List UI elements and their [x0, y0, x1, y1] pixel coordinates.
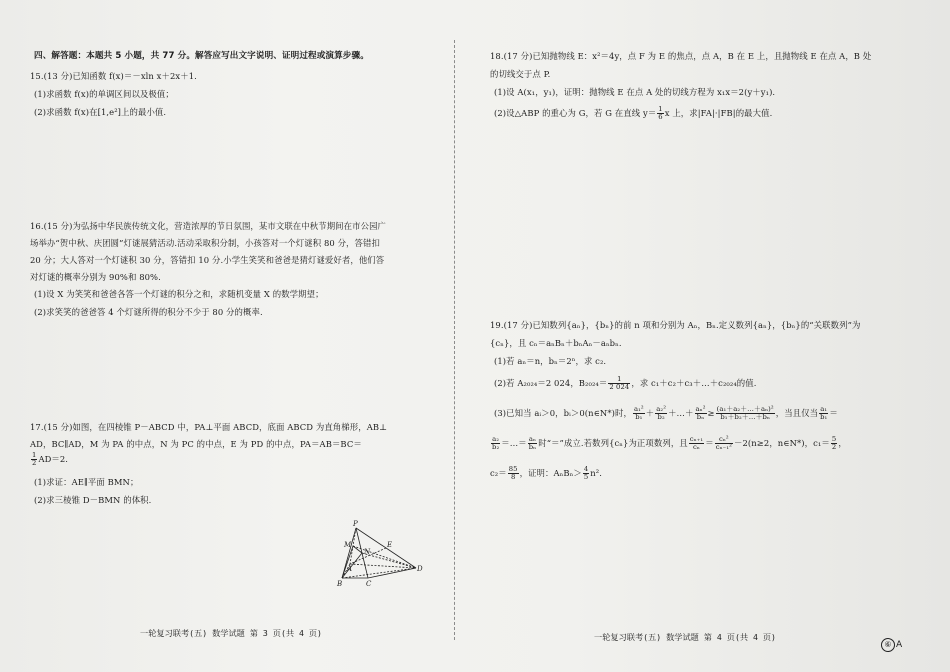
label-b: B	[337, 580, 343, 588]
q16-line1: 16.(15 分)为弘扬中华民族传统文化，营造浓厚的节日氛围，某市文联在中秋节期间在市公园广	[30, 221, 387, 231]
q18-part1: (1)设 A(x₁，y₁)，证明：抛物线 E 在点 A 处的切线方程为 x₁x＝2(y＋y₁).	[494, 87, 776, 97]
label-e: E	[387, 541, 393, 549]
q16-line4: 对灯谜的概率分别为 90%和 80%.	[30, 272, 161, 282]
q17-line3: $\frac{1}{2}$ AD＝2.	[32, 451, 69, 467]
label-d: D	[417, 565, 423, 573]
q18-line2: 的切线交于点 P.	[490, 69, 551, 79]
pyramid-figure	[328, 518, 428, 592]
label-m: M	[344, 541, 352, 549]
q19-line5: c₂＝ $\frac{85}{8}$ ，证明：AₙBₙ＞ $\frac{4}{5}$ n².	[490, 465, 602, 481]
q19-part3: (3)已知当 aᵢ＞0，bᵢ＞0(n∈N*)时， $\frac{\text{a₁²}}{\text{b₁}}$ ＋ $\frac{\text{a₂²}}{\text{b₂}}$ ＋…＋ $\frac{\text{aₙ²}}{\text{bₙ}}$ ≥ $\frac{\text{(a₁＋a₂＋…＋aₙ)²}}{\text{b₁＋b₂＋…＋bₙ}}$ ，当且仅当 $\frac{\text{a₁}}{\text{b₁}}$ ＝	[494, 405, 838, 421]
q17-line1: 17.(15 分)如图，在四棱锥 P－ABCD 中，PA⊥平面 ABCD，底面 ABCD 为直角梯形，AB⊥	[30, 422, 388, 432]
label-c: C	[366, 580, 372, 588]
q15-part2: (2)求函数 f(x)在[1,e²]上的最小值.	[34, 107, 167, 117]
q17-part2: (2)求三棱锥 D－BMN 的体积.	[34, 495, 152, 505]
q19-line4: $\frac{\text{a₂}}{\text{b₂}}$ ＝…＝ $\frac{\text{aₙ}}{\text{bₙ}}$ 时“＝”成立.若数列{cₙ}为正项数列，且 $\frac{\text{cₙ₊₁}}{\text{cₙ}}$ ＝ $\frac{\text{cₙ²}}{\text{cₙ₋₁²}}$ －2(n≥2，n∈N*)，c₁＝ $\frac{5}{2}$ ，	[492, 435, 847, 451]
edge-cd	[368, 568, 416, 578]
q18-line1: 18.(17 分)已知抛物线 E：x²＝4y，点 F 为 E 的焦点，点 A，B 在 E 上，且抛物线 E 在点 A，B 处	[490, 51, 872, 61]
q16-part2: (2)求笑笑的爸爸答 4 个灯谜所得的积分不少于 80 分的概率.	[34, 307, 263, 317]
section-header: 四、解答题：本题共 5 小题，共 77 分。解答应写出文字说明、证明过程或演算步骤。	[34, 51, 369, 61]
q18-part2: (2)设△ABP 的重心为 G，若 G 在直线 y＝ $\frac{1}{6}$ x 上，求|FA|·|FB|的最大值.	[494, 105, 773, 121]
label-a: A	[347, 565, 353, 573]
q15-stem: 15.(13 分)已知函数 f(x)＝－xln x＋2x＋1.	[30, 71, 197, 81]
q17-fraction: $\frac{1}{2}$	[32, 451, 37, 467]
q19-line1: 19.(17 分)已知数列{aₙ}，{bₙ}的前 n 项和分别为 Aₙ，Bₙ.定义数列{aₙ}，{bₙ}的“关联数列”为	[490, 320, 861, 330]
q17-part1: (1)求证：AE∥平面 BMN；	[34, 477, 139, 487]
segment-mb	[342, 546, 353, 578]
q16-line3: 20 分；大人答对一个灯谜积 30 分，答错扣 10 分.小学生笑笑和爸爸是猜灯谜爱好者，他们答	[30, 255, 385, 265]
right-footer: 一轮复习联考(五) 数学试题 第 4 页(共 4 页)	[594, 632, 776, 642]
q15-part1: (1)求函数 f(x)的单调区间以及极值；	[34, 89, 174, 99]
label-n: N	[364, 548, 371, 556]
q19-line2: {cₙ}，且 cₙ＝aₙBₙ＋bₙAₙ－aₙbₙ.	[490, 338, 622, 348]
q16-line2: 场举办“贺中秋、庆团圆”灯谜展猜活动.活动采取积分制，小孩答对一个灯谜积 80 分，答错扣	[30, 238, 380, 248]
stamp-letter: A	[896, 640, 903, 650]
corner-stamp	[881, 638, 902, 652]
segment-bd	[342, 568, 416, 578]
q17-line2: AD，BC∥AD，M 为 PA 的中点，N 为 PC 的中点，E 为 PD 的中点，PA＝AB＝BC＝	[30, 439, 362, 449]
left-footer: 一轮复习联考(五) 数学试题 第 3 页(共 4 页)	[140, 628, 322, 638]
page-divider	[454, 40, 455, 640]
label-p: P	[353, 520, 358, 528]
q16-part1: (1)设 X 为笑笑和爸爸各答一个灯谜的积分之和，求随机变量 X 的数学期望；	[34, 289, 324, 299]
q19-part2: (2)若 A₂₀₂₄＝2 024，B₂₀₂₄＝ $\frac{1}{2 024}$ ，求 c₁＋c₂＋c₃＋…＋c₂₀₂₄的值.	[494, 375, 757, 391]
q19-part1: (1)若 aₙ＝n，bₙ＝2ⁿ，求 c₂.	[494, 356, 607, 366]
stamp-circle: ⑥	[881, 638, 895, 652]
